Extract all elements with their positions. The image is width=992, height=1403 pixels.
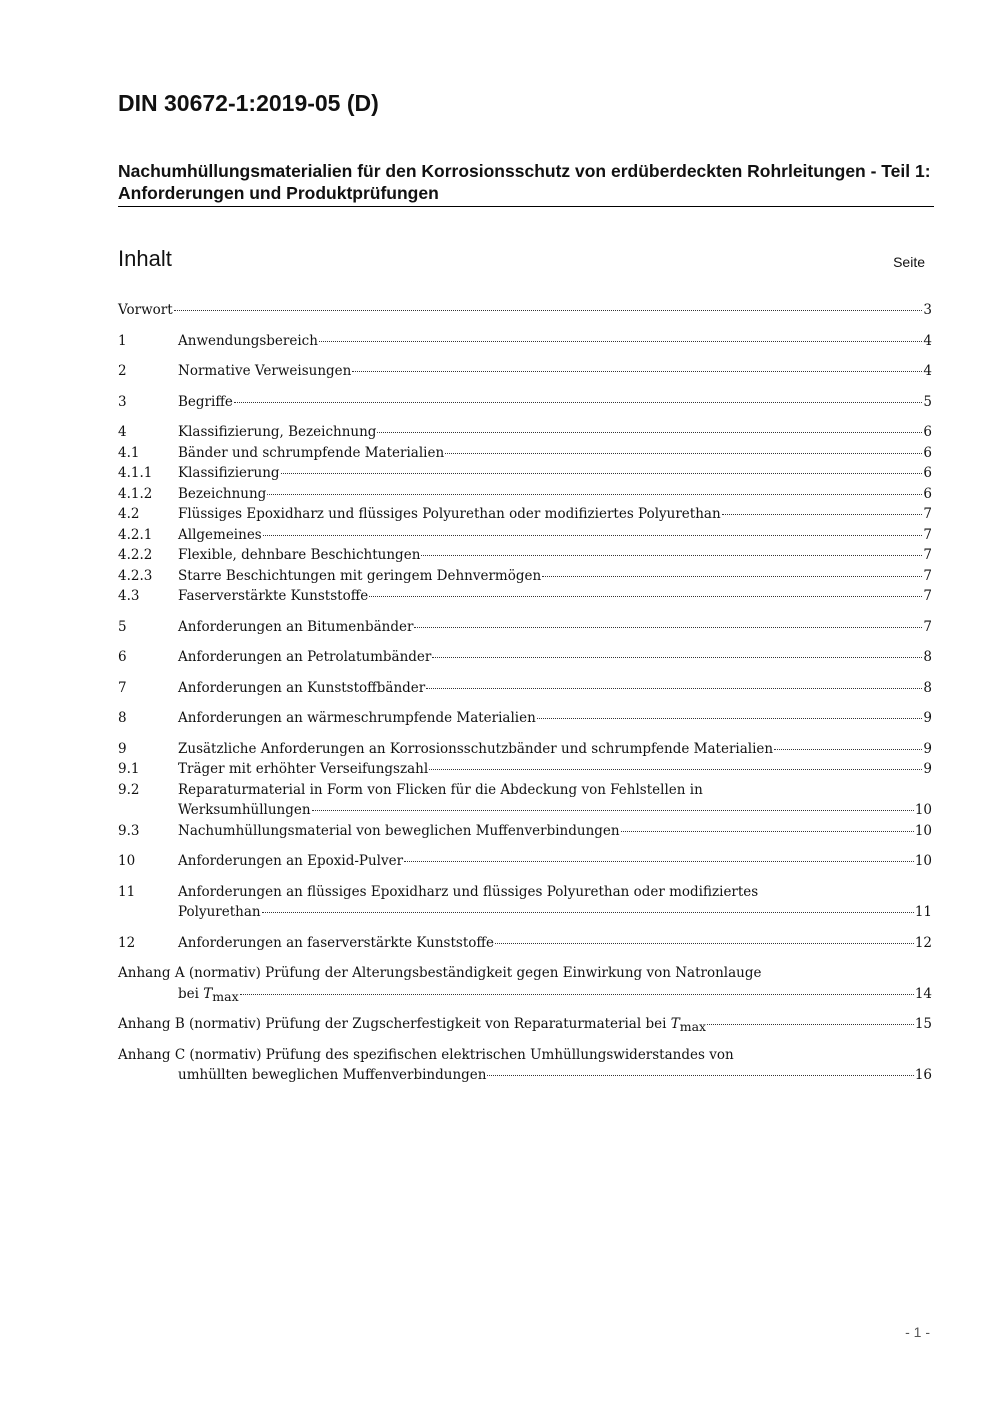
toc-entry-number: 4.2.3 [118, 567, 153, 584]
toc-entry-number: 4.2 [118, 506, 140, 522]
toc-entry-page: 4 [923, 332, 932, 349]
toc-entry-title-line1: Anhang A (normativ) Prüfung der Alterungsbeständigkeit gegen Einwirkung von Natronlauge [118, 965, 762, 981]
toc-entry-title: Anwendungsbereich [178, 332, 318, 349]
toc-entry-title: Zusätzliche Anforderungen an Korrosionsschutzbänder und schrumpfende Materialien [178, 740, 774, 757]
dot-leader [263, 535, 923, 536]
toc-entry-page: 5 [923, 393, 932, 410]
toc-entry-title: Faserverstärkte Kunststoffe [178, 588, 369, 604]
toc-entry-title: Vorwort [118, 302, 173, 318]
toc-entry-title: Anforderungen an Kunststoffbänder [178, 679, 426, 696]
dot-leader [421, 555, 922, 556]
toc-entry-title: Anforderungen an Bitumenbänder [178, 618, 414, 635]
toc-entry[interactable] [118, 545, 932, 566]
toc-entry-title: Klassifizierung [178, 465, 280, 481]
dot-leader [722, 514, 923, 515]
dot-leader [319, 341, 922, 342]
toc-entry[interactable] [118, 361, 932, 382]
toc-entry[interactable] [118, 678, 932, 699]
toc-entry-title: Allgemeines [178, 526, 262, 543]
dot-leader [537, 718, 923, 719]
dot-leader [234, 402, 923, 403]
dot-leader [174, 310, 923, 311]
toc-page-column-heading: Seite [893, 254, 925, 270]
toc-entry-page: 9 [923, 710, 932, 726]
toc-entry[interactable] [118, 331, 932, 352]
toc-entry-anhang-c[interactable] [118, 1045, 932, 1086]
title-divider [118, 206, 934, 207]
toc-entry[interactable] [118, 586, 932, 607]
dot-leader [445, 453, 922, 454]
toc-entry[interactable] [118, 708, 932, 729]
toc-entry-title-prefix: bei [178, 985, 204, 1002]
dot-leader [352, 371, 922, 372]
toc-entry-page: 7 [923, 618, 932, 635]
toc-entry-page: 10 [914, 853, 932, 869]
toc-entry-page: 7 [923, 567, 932, 584]
toc-entry-title-line2 [178, 984, 239, 1005]
toc-entry[interactable] [118, 739, 932, 760]
toc-entry-title: Anforderungen an Epoxid-Pulver [178, 853, 404, 869]
toc-entry[interactable] [118, 933, 932, 954]
toc-entry-page: 12 [914, 934, 932, 951]
toc-entry-number: 9 [118, 740, 127, 757]
toc-entry-number: 5 [118, 618, 127, 635]
toc-entry-title: Anforderungen an wärmeschrumpfende Materialien [178, 710, 536, 726]
document-subtitle: Nachumhüllungsmaterialien für den Korrosionsschutz von erdüberdeckten Rohrleitungen - Teil 1: Anforderungen und Produktprüfungen [118, 161, 931, 203]
toc-entry[interactable] [118, 759, 932, 780]
toc-entry-title [118, 1014, 706, 1035]
dot-leader [487, 1075, 913, 1076]
toc-entry-title: Anforderungen an faserverstärkte Kunststoffe [178, 934, 494, 951]
toc-entry-number: 2 [118, 363, 127, 379]
toc-entry-number: 9.1 [118, 761, 140, 777]
toc-entry-number: 8 [118, 710, 127, 726]
toc-heading: Inhalt [118, 246, 172, 271]
toc-entry-title: Begriffe [178, 393, 233, 410]
dot-leader [312, 810, 914, 811]
toc-entry-title: Träger mit erhöhter Verseifungszahl [178, 761, 429, 777]
dot-leader [262, 912, 914, 913]
dot-leader [432, 657, 922, 658]
toc-entry-page: 6 [923, 465, 932, 481]
toc-entry[interactable] [118, 780, 932, 821]
toc-entry-title: Normative Verweisungen [178, 363, 352, 379]
toc-entry-number: 7 [118, 679, 127, 696]
toc-entry[interactable] [118, 851, 932, 872]
toc-entry-number: 9.3 [118, 822, 140, 839]
toc-entry-number: 4 [118, 424, 127, 440]
dot-leader [240, 994, 914, 995]
toc-entry-number: 10 [118, 853, 136, 869]
toc-entry-page: 16 [914, 1067, 932, 1083]
toc-entry-vorwort[interactable] [118, 300, 932, 321]
toc-entry[interactable] [118, 504, 932, 525]
table-of-contents [118, 300, 932, 1086]
toc-entry-page: 10 [914, 822, 932, 839]
toc-entry-title-line1: Anforderungen an flüssiges Epoxidharz und flüssiges Polyurethan oder modifiziertes [178, 883, 759, 900]
toc-entry-page: 15 [914, 1016, 932, 1032]
symbol-subscript: max [212, 988, 239, 1004]
dot-leader [542, 576, 922, 577]
toc-entry-title-line2: Polyurethan [178, 904, 261, 920]
toc-entry-title: Bezeichnung [178, 485, 267, 502]
toc-entry[interactable] [118, 647, 932, 668]
dot-leader [774, 749, 922, 750]
toc-entry-page: 7 [923, 588, 932, 604]
dot-leader [267, 494, 922, 495]
toc-entry-page: 7 [923, 526, 932, 543]
dot-leader [429, 769, 922, 770]
toc-entry[interactable] [118, 525, 932, 546]
dot-leader [495, 943, 914, 944]
toc-entry-page: 10 [914, 802, 932, 818]
symbol-t: T [670, 1016, 680, 1032]
toc-entry-title: Klassifizierung, Bezeichnung [178, 424, 377, 440]
toc-entry-page: 6 [923, 485, 932, 502]
toc-entry-anhang-b[interactable] [118, 1014, 932, 1035]
toc-entry-page: 9 [923, 740, 932, 757]
toc-entry-title-line1: Anhang C (normativ) Prüfung des spezifischen elektrischen Umhüllungswiderstandes von [118, 1046, 734, 1063]
dot-leader [621, 831, 914, 832]
toc-entry[interactable] [118, 617, 932, 638]
toc-entry-number: 12 [118, 934, 136, 951]
dot-leader [414, 627, 922, 628]
toc-entry[interactable] [118, 484, 932, 505]
toc-entry-page: 7 [923, 547, 932, 563]
toc-entry-page: 7 [923, 506, 932, 522]
dot-leader [707, 1024, 914, 1025]
toc-entry-number: 4.1 [118, 444, 140, 461]
toc-entry-number: 4.2.2 [118, 547, 153, 563]
toc-entry-number: 3 [118, 393, 127, 410]
toc-entry[interactable] [118, 821, 932, 842]
toc-entry-page: 6 [923, 424, 932, 440]
toc-entry-number: 4.1.1 [118, 465, 153, 481]
toc-entry-title-line1: Reparaturmaterial in Form von Flicken für die Abdeckung von Fehlstellen in [178, 781, 703, 798]
toc-entry-page: 11 [914, 904, 932, 920]
toc-entry-title: Flüssiges Epoxidharz und flüssiges Polyurethan oder modifiziertes Polyurethan [178, 506, 721, 522]
toc-entry-page: 6 [923, 444, 932, 461]
document-title: DIN 30672-1:2019-05 (D) [118, 90, 379, 116]
toc-entry-page: 8 [923, 679, 932, 696]
symbol-subscript: max [679, 1019, 707, 1034]
toc-entry-page: 9 [923, 761, 932, 777]
toc-entry-page: 4 [923, 363, 932, 379]
toc-entry-title-line2: umhüllten beweglichen Muffenverbindungen [178, 1067, 487, 1083]
toc-entry-title: Nachumhüllungsmaterial von beweglichen Muffenverbindungen [178, 822, 620, 839]
toc-entry-number: 1 [118, 332, 127, 349]
toc-entry-title: Flexible, dehnbare Beschichtungen [178, 547, 421, 563]
toc-entry-page: 14 [914, 985, 932, 1002]
page-number: - 1 - [905, 1324, 930, 1340]
toc-entry[interactable] [118, 566, 932, 587]
toc-entry[interactable] [118, 422, 932, 443]
toc-entry-anhang-a[interactable] [118, 963, 932, 1004]
toc-entry-number: 9.2 [118, 781, 140, 798]
toc-entry-number: 4.3 [118, 588, 140, 604]
toc-entry-page: 8 [923, 649, 932, 665]
toc-entry-page: 3 [923, 302, 932, 318]
dot-leader [281, 473, 923, 474]
symbol-t: T [203, 985, 213, 1002]
toc-entry-number: 11 [118, 883, 136, 900]
toc-entry-title: Starre Beschichtungen mit geringem Dehnvermögen [178, 567, 542, 584]
toc-entry[interactable] [118, 443, 932, 464]
dot-leader [369, 596, 922, 597]
toc-entry[interactable] [118, 463, 932, 484]
toc-entry-title-prefix: Anhang B (normativ) Prüfung der Zugscherfestigkeit von Reparaturmaterial bei [118, 1016, 671, 1032]
toc-entry-number: 4.1.2 [118, 485, 153, 502]
dot-leader [404, 861, 914, 862]
dot-leader [426, 688, 922, 689]
toc-entry-title: Bänder und schrumpfende Materialien [178, 444, 445, 461]
toc-entry-number: 4.2.1 [118, 526, 153, 543]
toc-entry-number: 6 [118, 649, 127, 665]
toc-entry-title: Anforderungen an Petrolatumbänder [178, 649, 432, 665]
dot-leader [377, 432, 922, 433]
toc-entry[interactable] [118, 392, 932, 413]
toc-entry[interactable] [118, 882, 932, 923]
toc-entry-title-line2: Werksumhüllungen [178, 802, 311, 818]
